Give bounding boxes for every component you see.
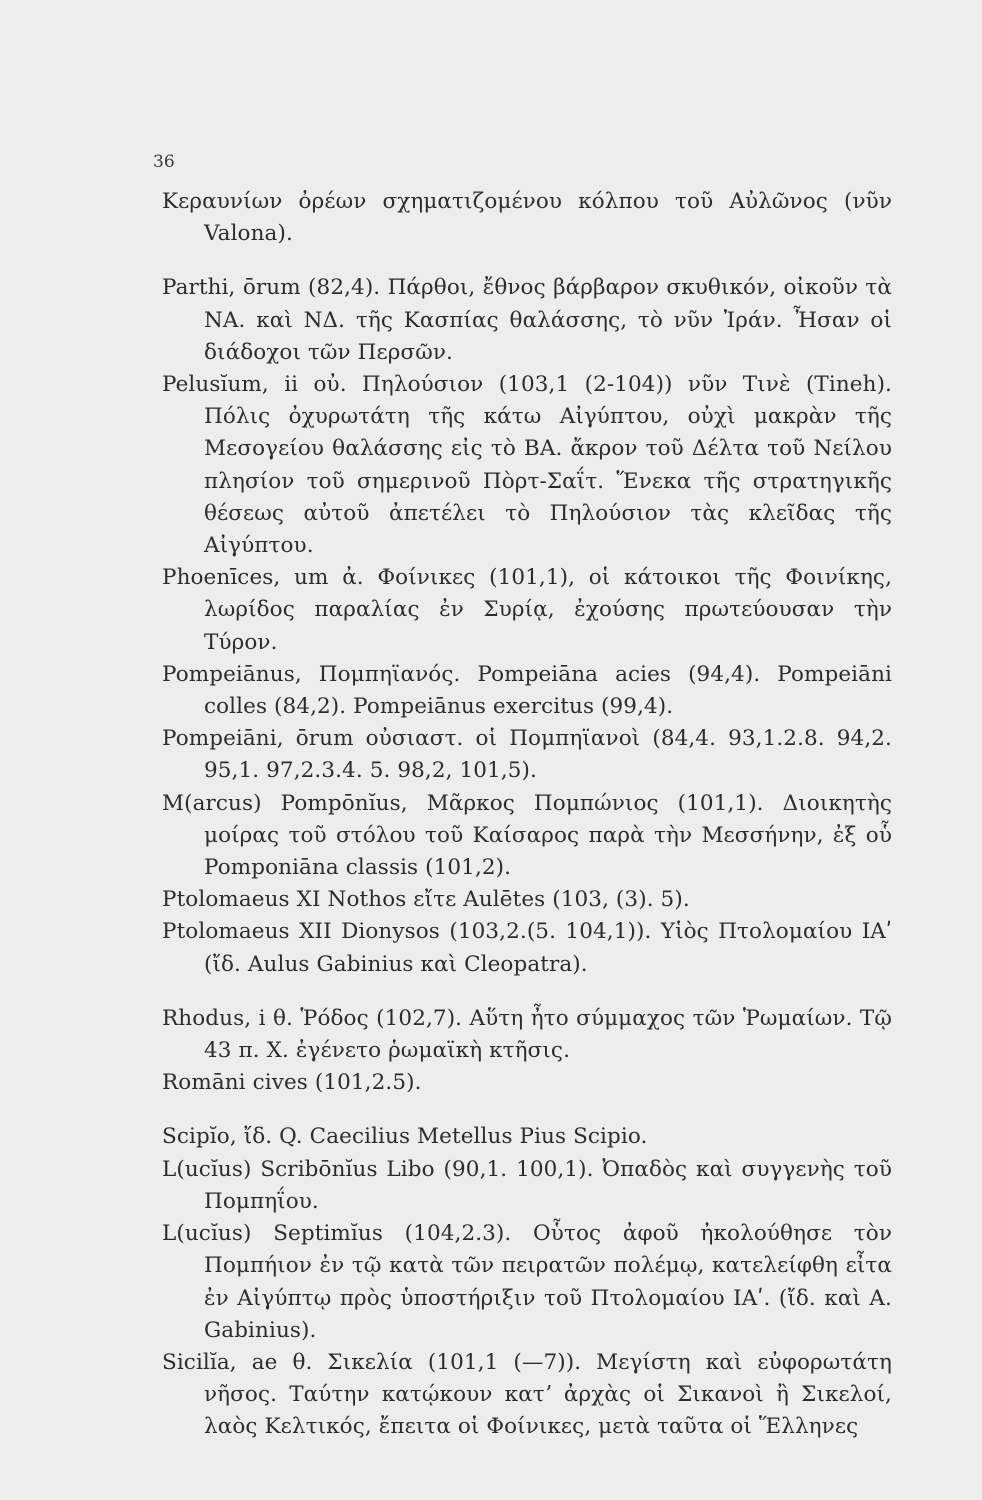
glossary-entry: Sicilĭa, ae θ. Σικελία (101,1 (—7)). Μεγίστη καὶ εὐφορωτάτη νῆσος. Ταύτην κατῴκουν κατʼ ἀρχὰς οἱ Σικανοὶ ἢ Σικελοί, λαὸς Κελτικός, ἔπειτα οἱ Φοίνικες, μετὰ ταῦτα οἱ Ἕλληνες <box>162 1349 892 1440</box>
glossary-entry: Scipĭo, ἴδ. Q. Caecilius Metellus Pius Scipio. <box>162 1124 648 1150</box>
glossary-entry: Romāni cives (101,2.5). <box>162 1070 422 1096</box>
glossary-entry: Phoenīces, um ἀ. Φοίνικες (101,1), οἱ κάτοικοι τῆς Φοινίκης, λωρίδος παραλίας ἐν Συρίᾳ, ἐχούσης πρωτεύουσαν τὴν Τύρον. <box>162 565 892 655</box>
glossary-entry: Κεραυνίων ὀρέων σχηματιζομένου κόλπου τοῦ Αὐλῶνος (νῦν Valona). <box>162 189 892 247</box>
glossary-entry: Ptolomaeus XII Dionysos (103,2.(5. 104,1)). Υἱὸς Πτολομαίου ΙΑʹ (ἴδ. Aulus Gabinius καὶ Cleopatra). <box>162 919 892 977</box>
glossary-entry: Pompeiānus, Πομπηϊανός. Pompeiāna acies (94,4). Pompeiāni colles (84,2). Pompeiānus exercitus (99,4). <box>162 661 892 720</box>
glossary-entry: Ptolomaeus XI Nothos εἴτε Aulētes (103, (3). 5). <box>162 887 690 913</box>
glossary-entry: Pelusĭum, ii οὐ. Πηλούσιον (103,1 (2-104)) νῦν Τινὲ (Tineh). Πόλις ὀχυρωτάτη τῆς κάτω Αἰγύπτου, οὐχὶ μακρὰν τῆς Μεσογείου θαλάσσης εἰς τὸ ΒΑ. ἄκρον τοῦ Δέλτα τοῦ Νείλου πλησίον τοῦ σημερινοῦ Πὸρτ-Σαΐτ. Ἕνεκα τῆς στρατηγικῆς θέσεως αὐτοῦ ἀπετέλει τὸ Πηλούσιον τὰς κλεῖδας τῆς Αἰγύπτου. <box>162 372 892 559</box>
glossary-entry: M(arcus) Pompōnĭus, Μᾶρκος Πομπώνιος (101,1). Διοικητὴς μοίρας τοῦ στόλου τοῦ Καίσαρος παρὰ τὴν Μεσσήνην, ἐξ οὗ Pomponiāna classis (101,2). <box>162 790 892 881</box>
glossary-entry: L(ucĭus) Scribōnĭus Libo (90,1. 100,1). Ὀπαδὸς καὶ συγγενὴς τοῦ Πομπηΐου. <box>162 1156 892 1214</box>
glossary-entries <box>162 186 892 1444</box>
glossary-entry: Parthi, ōrum (82,4). Πάρθοι, ἔθνος βάρβαρον σκυθικόν, οἰκοῦν τὰ ΝΑ. καὶ ΝΔ. τῆς Κασπίας θαλάσσης, τὸ νῦν Ἰράν. Ἦσαν οἱ διάδοχοι τῶν Περσῶν. <box>162 275 892 365</box>
glossary-entry: L(ucĭus) Septimĭus (104,2.3). Οὗτος ἀφοῦ ἠκολούθησε τὸν Πομπήιον ἐν τῷ κατὰ τῶν πειρατῶν πολέμῳ, κατελείφθη εἶτα ἐν Αἰγύπτῳ πρὸς ὑποστήριξιν τοῦ Πτολομαίου ΙΑʹ. (ἴδ. καὶ A. Gabinius). <box>162 1221 892 1343</box>
page-number: 36 <box>153 152 175 172</box>
glossary-entry: Rhodus, i θ. Ῥόδος (102,7). Αὕτη ἦτο σύμμαχος τῶν Ῥωμαίων. Τῷ 43 π. Χ. ἐγένετο ῥωμαϊκὴ κτῆσις. <box>162 1005 892 1064</box>
glossary-entry: Pompeiāni, ōrum οὐσιαστ. οἱ Πομπηϊανοὶ (84,4. 93,1.2.8. 94,2. 95,1. 97,2.3.4. 5. 98,2, 101,5). <box>162 726 892 784</box>
